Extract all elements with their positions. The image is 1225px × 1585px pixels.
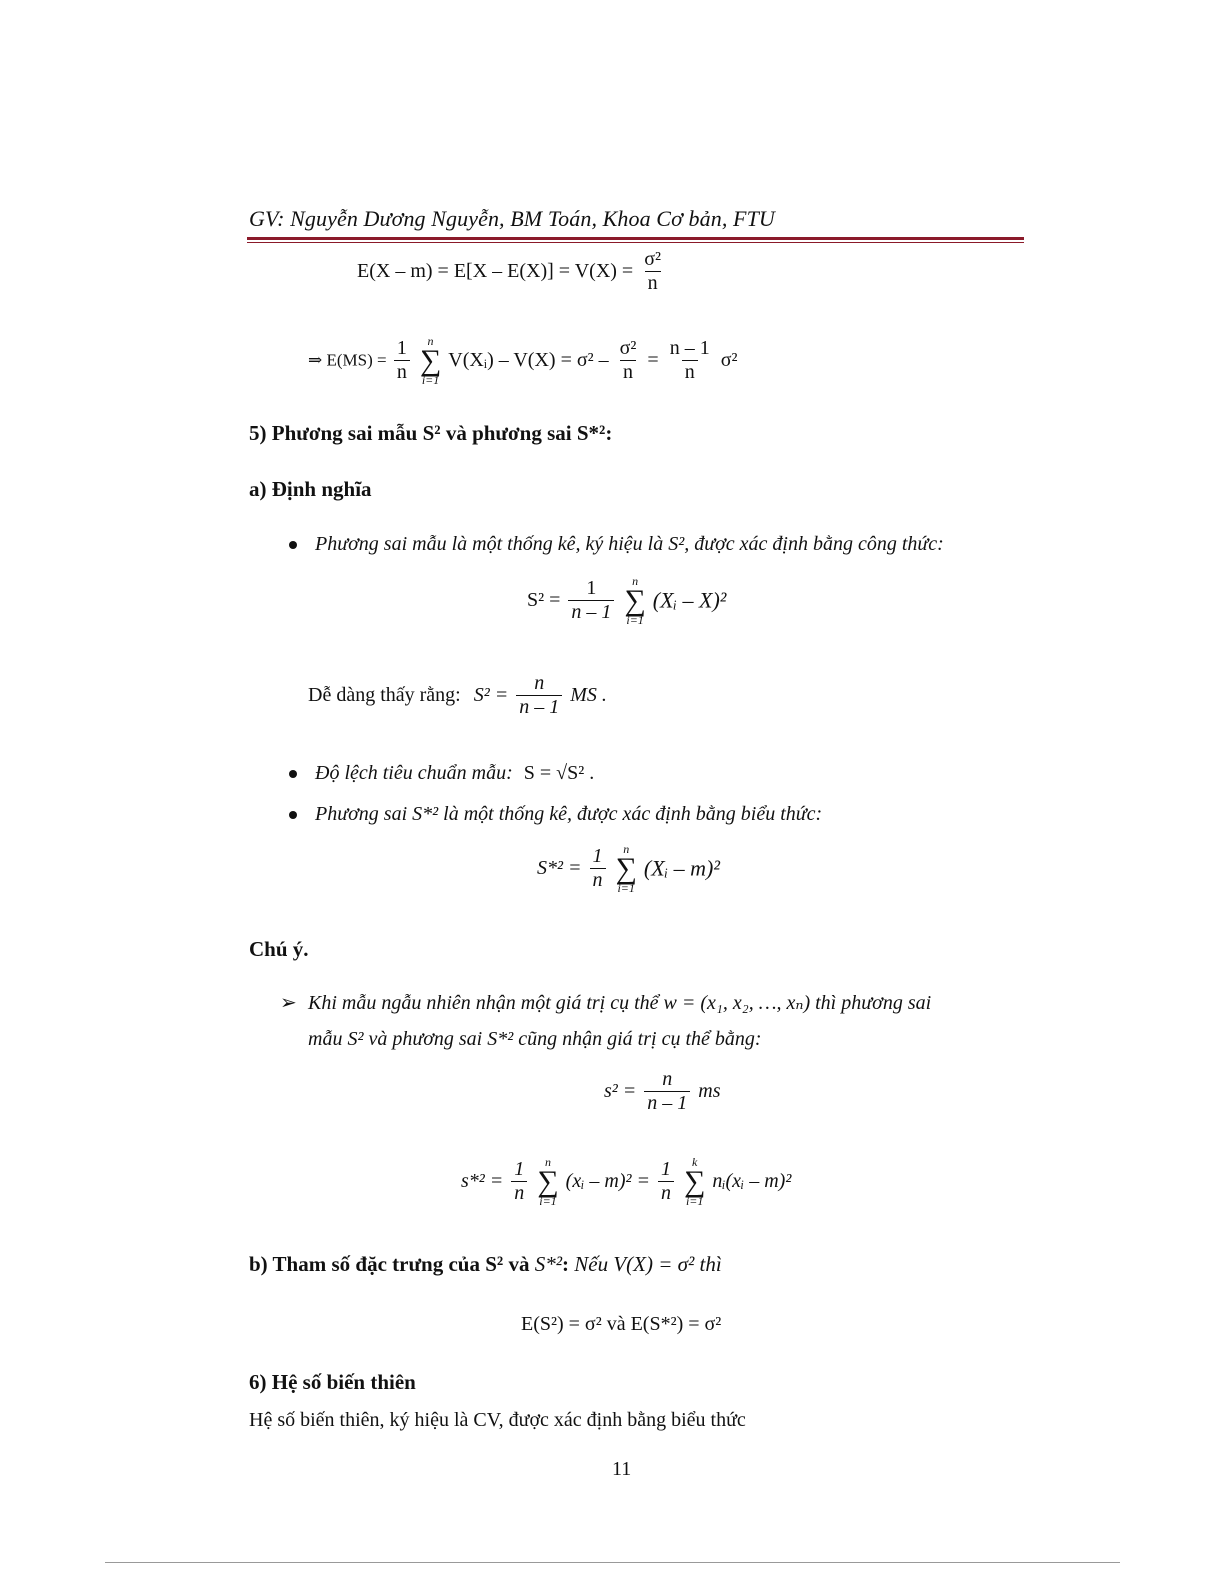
eq1-rhs1: = E[X – E(X)] [432, 260, 554, 282]
easy-tail: MS . [570, 684, 607, 706]
eq6-body1: (xᵢ – m)² = [565, 1170, 655, 1192]
eq4-sum-bot: i=1 [617, 881, 635, 895]
arrow-line2: mẫu S² và phương sai S*² cũng nhận giá trị cụ thể bằng: [308, 1028, 762, 1050]
footer-rule [105, 1562, 1120, 1563]
eq3-lhs: S² = [527, 589, 566, 611]
page-header: GV: Nguyễn Dương Nguyễn, BM Toán, Khoa Cơ bản, FTU [249, 206, 775, 231]
bullet-sample-variance [289, 533, 944, 556]
eq2-sum-top: n [427, 334, 434, 348]
eq5-den: n – 1 [644, 1091, 690, 1115]
eq1-lhs: E(X – m) [357, 260, 433, 282]
header-rule-thick [247, 237, 1024, 240]
eq3-num: 1 [586, 577, 597, 599]
equation-expected-ms [308, 335, 737, 386]
equation-expected-values: E(S²) = σ² và E(S*²) = σ² [521, 1313, 722, 1335]
bullet2-formula: S = √S² . [523, 762, 595, 784]
bullet-dot [289, 811, 297, 819]
eq4-num: 1 [592, 845, 603, 867]
eq6-f2-den: n [658, 1181, 674, 1205]
equation-s-squared [527, 575, 726, 626]
eq6-s2-bot: i=1 [685, 1194, 704, 1208]
equation-s-lower [604, 1068, 721, 1115]
eq2-f3-num: n – 1 [669, 337, 710, 359]
section-5b-cond: Nếu V(X) = σ² thì [574, 1252, 722, 1276]
bullet3-text: Phương sai S*² là một thống kê, được xác định bằng biểu thức: [315, 803, 823, 825]
cv-definition: Hệ số biến thiên, ký hiệu là CV, được xác định bằng biểu thức [249, 1409, 746, 1431]
eq1-num: σ² [644, 248, 661, 270]
eq2-f2-num: σ² [619, 337, 637, 359]
section-5b-bold: b) Tham số đặc trưng của S² và [249, 1252, 535, 1276]
bullet1-text: Phương sai mẫu là một thống kê, ký hiệu là S², được xác định bằng công thức: [315, 533, 944, 555]
eq4-sum-top: n [623, 842, 630, 856]
easy-num: n [534, 672, 545, 694]
header-rule-thin [247, 242, 1024, 243]
bullet-std-dev [289, 762, 594, 785]
easy-den: n – 1 [516, 695, 562, 719]
eq2-f2-den: n [620, 360, 636, 384]
eq3-body: (Xᵢ – X)² [652, 587, 727, 613]
eq2-f1-num: 1 [396, 337, 407, 359]
sum-symbol: ∑ [615, 852, 637, 885]
easy-label: Dễ dàng thấy rằng: [308, 684, 461, 706]
bullet-dot [289, 541, 297, 549]
equation-s-star-lower [461, 1156, 791, 1207]
section-5a-title: a) Định nghĩa [249, 477, 372, 501]
eq2-eq: = [647, 349, 664, 371]
eq3-sum-bot: i=1 [626, 613, 644, 627]
eq6-f2-num: 1 [660, 1158, 671, 1180]
page-number: 11 [612, 1458, 632, 1480]
eq4-den: n [590, 868, 606, 892]
eq6-s2-top: k [692, 1155, 698, 1169]
note-arrow-item [280, 990, 931, 1015]
easy-to-see [308, 672, 607, 719]
eq2-lead: ⇒ E(MS) = [308, 350, 391, 370]
arrow-bullet-icon: ➢ [280, 992, 297, 1014]
eq6-lhs: s*² = [461, 1170, 509, 1192]
sum-symbol: ∑ [624, 584, 646, 617]
eq4-body: (Xᵢ – m)² [643, 855, 720, 881]
section-6-title: 6) Hệ số biến thiên [249, 1370, 416, 1394]
eq5-lhs: s² = [604, 1080, 642, 1102]
eq2-sum-bot: i=1 [421, 373, 440, 387]
section-5-title: 5) Phương sai mẫu S² và phương sai S*²: [249, 421, 613, 445]
eq1-den: n [645, 271, 661, 295]
eq6-f1-num: 1 [514, 1158, 525, 1180]
eq5-tail: ms [698, 1080, 721, 1102]
arrow-line1: Khi mẫu ngẫu nhiên nhận một giá trị cụ thể w = (x₁, x₂, …, xₙ) thì phương sai [308, 992, 932, 1014]
easy-lhs: S² = [473, 684, 514, 706]
sum-symbol: ∑ [419, 344, 442, 377]
section-5b-title [249, 1252, 722, 1277]
eq3-den: n – 1 [568, 600, 614, 624]
eq6-body2: nᵢ(xᵢ – m)² [712, 1170, 792, 1192]
section-5b-sym: S*² [534, 1252, 563, 1276]
eq2-f3-den: n [682, 360, 698, 384]
eq3-sum-top: n [632, 574, 639, 588]
equation-expectation-mean [357, 248, 667, 295]
sum-symbol: ∑ [683, 1165, 706, 1198]
eq1-rhs2: = V(X) = [553, 260, 639, 282]
bullet-variance-star [289, 803, 822, 826]
bullet-dot [289, 770, 297, 778]
eq6-f1-den: n [511, 1181, 527, 1205]
eq4-lhs: S*² = [537, 857, 587, 879]
note-title: Chú ý. [249, 937, 309, 961]
sum-symbol: ∑ [537, 1165, 559, 1198]
section-5b-colon: : [562, 1252, 575, 1276]
eq2-f1-den: n [394, 360, 410, 384]
bullet2-label: Độ lệch tiêu chuẩn mẫu: [315, 762, 513, 784]
eq5-num: n [662, 1068, 673, 1090]
eq2-tail: σ² [720, 349, 738, 371]
eq6-s1-top: n [544, 1155, 551, 1169]
equation-s-star-squared [537, 843, 720, 894]
eq2-mid: V(Xᵢ) – V(X) = σ² – [448, 349, 614, 371]
eq6-s1-bot: i=1 [539, 1194, 557, 1208]
